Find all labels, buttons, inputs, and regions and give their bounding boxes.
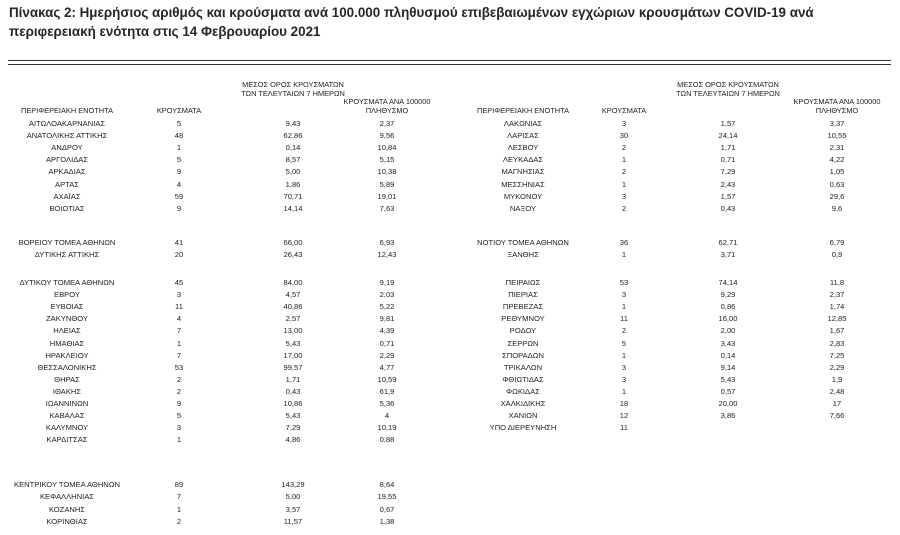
right-table-row (0, 277, 900, 289)
cases-cell: 1 (176, 143, 182, 153)
cases-per-100k-cell: 3,37 (829, 119, 845, 128)
cases-cell: 1 (176, 504, 182, 514)
unit-name-cell: ΤΡΙΚΑΛΩΝ (503, 362, 543, 372)
cases-cell: 7 (176, 492, 182, 502)
cases-cell: 30 (619, 131, 629, 141)
seven-day-avg-cell: 62,71 (718, 238, 738, 247)
cases-cell: 3 (176, 423, 182, 433)
unit-name-cell: ΧΑΝΙΩΝ (508, 411, 538, 421)
unit-name-cell: ΚΕΝΤΡΙΚΟΥ ΤΟΜΕΑ ΑΘΗΝΩΝ (14, 480, 120, 489)
unit-name-cell: ΚΟΖΑΝΗΣ (48, 504, 86, 514)
right-table-row (0, 338, 900, 350)
unit-name-cell: ΚΟΡΙΝΘΙΑΣ (46, 517, 88, 527)
seven-day-avg-cell: 1,71 (720, 143, 736, 153)
unit-name-cell: ΗΛΕΙΑΣ (53, 326, 81, 336)
seven-day-avg-cell: 8,57 (285, 155, 301, 165)
cases-per-100k-cell: 5,36 (379, 399, 395, 408)
seven-day-avg-cell: 0,71 (720, 155, 736, 165)
cases-cell: 5 (621, 338, 627, 348)
cases-per-100k-cell: 17 (832, 399, 842, 408)
cases-per-100k-cell: 10,55 (827, 131, 847, 141)
cases-cell: 2 (176, 386, 182, 396)
cases-cell: 3 (621, 362, 627, 372)
unit-name-cell: ΠΙΕΡΙΑΣ (508, 290, 538, 300)
cases-per-100k-cell: 12,43 (377, 250, 397, 260)
seven-day-avg-cell: 70,71 (283, 191, 303, 201)
seven-day-avg-cell: 2,43 (720, 179, 736, 189)
seven-day-avg-cell: 99,57 (283, 362, 303, 372)
right-table-row (0, 350, 900, 362)
right-table-row (0, 203, 900, 215)
seven-day-avg-cell: 2,00 (720, 326, 736, 336)
cases-per-100k-cell: 2,37 (829, 290, 845, 300)
cases-per-100k-cell: 6,79 (829, 238, 845, 247)
unit-name-cell: ΧΑΛΚΙΔΙΚΗΣ (500, 399, 546, 408)
seven-day-avg-cell: 17,00 (283, 350, 303, 360)
cases-cell: 89 (174, 480, 184, 489)
seven-day-avg-cell: 2,57 (285, 314, 301, 324)
left-table-row (0, 434, 900, 446)
cases-per-100k-cell: 7,25 (829, 350, 845, 360)
unit-name-cell: ΑΡΓΟΛΙΔΑΣ (45, 155, 89, 165)
unit-name-cell: ΘΕΣΣΑΛΟΝΙΚΗΣ (37, 362, 97, 372)
cases-cell: 7 (176, 350, 182, 360)
seven-day-avg-cell: 11,57 (283, 517, 303, 527)
right-table-row (0, 130, 900, 142)
cases-cell: 11 (175, 302, 183, 312)
seven-day-avg-cell: 5,00 (285, 492, 301, 502)
unit-name-cell: ΑΝΑΤΟΛΙΚΗΣ ΑΤΤΙΚΗΣ (26, 131, 108, 141)
unit-name-cell: ΥΠΟ ΔΙΕΡΕΥΝΗΣΗ (489, 423, 557, 433)
cases-per-100k-cell: 4 (384, 411, 390, 421)
seven-day-avg-cell: 0,86 (720, 302, 736, 312)
cases-cell: 1 (621, 350, 627, 360)
unit-name-cell: ΣΠΟΡΑΔΩΝ (502, 350, 544, 360)
seven-day-avg-cell: 13,00 (283, 326, 303, 336)
right-table-row (0, 191, 900, 203)
right-table-row (0, 237, 900, 249)
cases-per-100k-cell: 2,37 (379, 119, 395, 128)
cases-per-100k-cell: 0,63 (829, 179, 845, 189)
cases-cell: 5 (176, 119, 182, 128)
cases-per-100k-cell: 5,89 (379, 179, 395, 189)
unit-name-cell: ΑΝΔΡΟΥ (51, 143, 83, 153)
right-table-row (0, 313, 900, 325)
cases-per-100k-cell: 2,29 (379, 350, 395, 360)
cases-cell: 45 (174, 278, 184, 287)
cases-cell: 53 (174, 362, 184, 372)
unit-name-cell: ΠΕΙΡΑΙΩΣ (505, 278, 541, 287)
right-table-row (0, 398, 900, 410)
seven-day-avg-cell: 62,86 (283, 131, 303, 141)
right-header-avg: ΜΕΣΟΣ ΟΡΟΣ ΚΡΟΥΣΜΑΤΩΝ ΤΩΝ ΤΕΛΕΥΤΑΙΩΝ 7 ΗΜΕΡΩΝ (676, 80, 780, 98)
seven-day-avg-cell: 1,71 (285, 374, 301, 384)
right-table-row (0, 362, 900, 374)
cases-per-100k-cell: 8,64 (379, 480, 395, 489)
left-table-row (0, 516, 900, 528)
unit-name-cell: ΚΑΡΔΙΤΣΑΣ (46, 435, 88, 445)
unit-name-cell: ΛΕΥΚΑΔΑΣ (502, 155, 544, 165)
seven-day-avg-cell: 16,00 (718, 314, 738, 324)
cases-per-100k-cell: 9,19 (379, 278, 395, 287)
cases-per-100k-cell: 4,39 (379, 326, 395, 336)
unit-name-cell: ΞΑΝΘΗΣ (507, 250, 539, 260)
cases-per-100k-cell: 1,74 (829, 302, 845, 312)
cases-cell: 41 (174, 238, 184, 247)
cases-per-100k-cell: 2,03 (379, 290, 395, 300)
unit-name-cell: ΙΘΑΚΗΣ (52, 386, 82, 396)
cases-per-100k-cell: 9,6 (831, 203, 843, 213)
seven-day-avg-cell: 1,86 (285, 179, 301, 189)
seven-day-avg-cell: 0,43 (285, 386, 301, 396)
right-table-row (0, 154, 900, 166)
cases-cell: 48 (174, 131, 184, 141)
seven-day-avg-cell: 7,29 (720, 167, 736, 177)
cases-cell: 2 (621, 167, 627, 177)
unit-name-cell: ΡΕΘΥΜΝΟΥ (501, 314, 545, 324)
cases-cell: 1 (621, 386, 627, 396)
cases-per-100k-cell: 2,31 (829, 143, 845, 153)
cases-per-100k-cell: 1,38 (379, 517, 395, 527)
unit-name-cell: ΒΟΡΕΙΟΥ ΤΟΜΕΑ ΑΘΗΝΩΝ (18, 238, 116, 247)
seven-day-avg-cell: 4,86 (285, 435, 301, 445)
cases-per-100k-cell: 61,9 (379, 386, 395, 396)
unit-name-cell: ΑΡΚΑΔΙΑΣ (48, 167, 86, 177)
unit-name-cell: ΛΕΣΒΟΥ (507, 143, 539, 153)
unit-name-cell: ΚΕΦΑΛΛΗΝΙΑΣ (39, 492, 95, 502)
cases-per-100k-cell: 7,63 (379, 203, 395, 213)
seven-day-avg-cell: 3,86 (720, 411, 736, 421)
unit-name-cell: ΒΟΙΩΤΙΑΣ (49, 203, 85, 213)
unit-name-cell: ΚΑΒΑΛΑΣ (49, 411, 85, 421)
unit-name-cell: ΔΥΤΙΚΗΣ ΑΤΤΙΚΗΣ (34, 250, 100, 260)
cases-cell: 1 (621, 155, 627, 165)
cases-cell: 1 (621, 250, 627, 260)
seven-day-avg-cell: 5,43 (720, 374, 736, 384)
cases-per-100k-cell: 0,71 (379, 338, 395, 348)
cases-cell: 1 (621, 302, 627, 312)
unit-name-cell: ΜΕΣΣΗΝΙΑΣ (501, 179, 545, 189)
cases-per-100k-cell: 10,38 (377, 167, 397, 177)
right-table-row (0, 249, 900, 261)
unit-name-cell: ΛΑΚΩΝΙΑΣ (503, 119, 543, 128)
unit-name-cell: ΛΑΡΙΣΑΣ (507, 131, 539, 141)
cases-cell: 4 (176, 179, 182, 189)
right-table-row (0, 289, 900, 301)
unit-name-cell: ΚΑΛΥΜΝΟΥ (45, 423, 89, 433)
left-header-per100k: ΚΡΟΥΣΜΑΤΑ ΑΝΑ 100000 ΠΛΗΘΥΣΜΟ (343, 97, 431, 115)
left-table-row (0, 504, 900, 516)
cases-cell: 59 (174, 191, 184, 201)
cases-cell: 9 (176, 167, 182, 177)
unit-name-cell: ΙΩΑΝΝΙΝΩΝ (45, 399, 89, 408)
cases-cell: 5 (176, 155, 182, 165)
seven-day-avg-cell: 9,43 (285, 119, 301, 128)
unit-name-cell: ΘΗΡΑΣ (54, 374, 80, 384)
seven-day-avg-cell: 3,43 (720, 338, 736, 348)
cases-per-100k-cell: 0,67 (379, 504, 395, 514)
seven-day-avg-cell: 0,43 (720, 203, 736, 213)
unit-name-cell: ΜΑΓΝΗΣΙΑΣ (501, 167, 545, 177)
seven-day-avg-cell: 10,86 (283, 399, 303, 408)
unit-name-cell: ΦΘΙΩΤΙΔΑΣ (502, 374, 544, 384)
cases-per-100k-cell: 2,48 (829, 386, 845, 396)
cases-cell: 3 (621, 290, 627, 300)
cases-per-100k-cell: 4,77 (379, 362, 395, 372)
cases-cell: 11 (620, 314, 628, 324)
cases-per-100k-cell: 7,66 (829, 411, 845, 421)
unit-name-cell: ΗΡΑΚΛΕΙΟΥ (45, 350, 89, 360)
right-table-row (0, 166, 900, 178)
left-header-unit: ΠΕΡΙΦΕΡΕΙΑΚΗ ΕΝΟΤΗΤΑ (21, 106, 113, 115)
cases-per-100k-cell: 1,9 (831, 374, 843, 384)
cases-per-100k-cell: 0,9 (831, 250, 843, 260)
cases-per-100k-cell: 6,93 (379, 238, 395, 247)
unit-name-cell: ΖΑΚΥΝΘΟΥ (46, 314, 88, 324)
right-header-cases: ΚΡΟΥΣΜΑΤΑ (601, 106, 647, 115)
cases-cell: 3 (176, 290, 182, 300)
cases-cell: 20 (174, 250, 184, 260)
cases-cell: 1 (176, 338, 182, 348)
cases-per-100k-cell: 29,6 (829, 191, 845, 201)
right-table-row (0, 179, 900, 191)
right-table-row (0, 118, 900, 130)
unit-name-cell: ΑΧΑΪΑΣ (53, 191, 81, 201)
right-table-row (0, 386, 900, 398)
cases-per-100k-cell: 5,15 (379, 155, 395, 165)
cases-per-100k-cell: 9,81 (379, 314, 395, 324)
cases-cell: 11 (620, 423, 628, 433)
cases-per-100k-cell: 2,29 (829, 362, 845, 372)
cases-per-100k-cell: 10,59 (377, 374, 397, 384)
seven-day-avg-cell: 14,14 (283, 203, 303, 213)
seven-day-avg-cell: 4,57 (285, 290, 301, 300)
seven-day-avg-cell: 7,29 (285, 423, 301, 433)
right-table-row (0, 422, 900, 434)
seven-day-avg-cell: 84,00 (283, 278, 303, 287)
seven-day-avg-cell: 5,00 (285, 167, 301, 177)
cases-per-100k-cell: 1,67 (829, 326, 845, 336)
cases-cell: 2 (621, 326, 627, 336)
unit-name-cell: ΣΕΡΡΩΝ (507, 338, 539, 348)
seven-day-avg-cell: 5,43 (285, 411, 301, 421)
cases-per-100k-cell: 9,56 (379, 131, 395, 141)
seven-day-avg-cell: 3,71 (720, 250, 736, 260)
right-table-row (0, 410, 900, 422)
cases-per-100k-cell: 10,19 (377, 423, 397, 433)
seven-day-avg-cell: 0,14 (285, 143, 301, 153)
seven-day-avg-cell: 20,00 (718, 399, 738, 408)
unit-name-cell: ΑΙΤΩΛΟΑΚΑΡΝΑΝΙΑΣ (28, 119, 106, 128)
unit-name-cell: ΗΜΑΘΙΑΣ (49, 338, 85, 348)
cases-cell: 3 (621, 374, 627, 384)
cases-cell: 2 (176, 517, 182, 527)
cases-cell: 2 (621, 143, 627, 153)
left-table-row (0, 479, 900, 491)
seven-day-avg-cell: 1,57 (720, 191, 736, 201)
seven-day-avg-cell: 9,29 (720, 290, 736, 300)
cases-cell: 5 (176, 411, 182, 421)
right-table-row (0, 325, 900, 337)
left-table-row (0, 491, 900, 503)
cases-cell: 18 (619, 399, 629, 408)
seven-day-avg-cell: 9,14 (720, 362, 736, 372)
cases-per-100k-cell: 11,8 (829, 278, 845, 287)
cases-cell: 12 (619, 411, 629, 421)
cases-cell: 1 (176, 435, 182, 445)
cases-cell: 4 (176, 314, 182, 324)
cases-cell: 7 (176, 326, 182, 336)
cases-per-100k-cell: 5,22 (379, 302, 395, 312)
unit-name-cell: ΕΥΒΟΙΑΣ (50, 302, 84, 312)
unit-name-cell: ΝΑΞΟΥ (509, 203, 537, 213)
seven-day-avg-cell: 24,14 (718, 131, 738, 141)
right-table-row (0, 142, 900, 154)
cases-per-100k-cell: 0,88 (379, 435, 395, 445)
unit-name-cell: ΜΥΚΟΝΟΥ (503, 191, 543, 201)
seven-day-avg-cell: 0,14 (720, 350, 736, 360)
seven-day-avg-cell: 26,43 (283, 250, 303, 260)
cases-cell: 3 (621, 119, 627, 128)
header-rule-top (8, 60, 891, 61)
header-rule-bottom (8, 64, 891, 65)
unit-name-cell: ΑΡΤΑΣ (55, 179, 79, 189)
cases-per-100k-cell: 1,05 (829, 167, 845, 177)
seven-day-avg-cell: 40,86 (283, 302, 303, 312)
cases-cell: 2 (176, 374, 182, 384)
right-header-unit: ΠΕΡΙΦΕΡΕΙΑΚΗ ΕΝΟΤΗΤΑ (477, 106, 569, 115)
cases-cell: 36 (619, 238, 629, 247)
unit-name-cell: ΔΥΤΙΚΟΥ ΤΟΜΕΑ ΑΘΗΝΩΝ (19, 278, 115, 287)
right-table-row (0, 374, 900, 386)
right-table-row (0, 301, 900, 313)
unit-name-cell: ΕΒΡΟΥ (54, 290, 80, 300)
unit-name-cell: ΡΟΔΟΥ (509, 326, 537, 336)
cases-cell: 2 (621, 203, 627, 213)
cases-per-100k-cell: 2,83 (829, 338, 845, 348)
seven-day-avg-cell: 3,57 (285, 504, 301, 514)
cases-per-100k-cell: 4,22 (829, 155, 845, 165)
cases-cell: 3 (621, 191, 627, 201)
unit-name-cell: ΦΩΚΙΔΑΣ (506, 386, 540, 396)
seven-day-avg-cell: 5,43 (285, 338, 301, 348)
seven-day-avg-cell: 1,57 (720, 119, 736, 128)
cases-cell: 53 (619, 278, 629, 287)
seven-day-avg-cell: 0,57 (720, 386, 736, 396)
seven-day-avg-cell: 66,00 (283, 238, 303, 247)
cases-per-100k-cell: 10,84 (377, 143, 397, 153)
unit-name-cell: ΝΟΤΙΟΥ ΤΟΜΕΑ ΑΘΗΝΩΝ (477, 238, 569, 247)
cases-per-100k-cell: 19,55 (377, 492, 397, 502)
cases-per-100k-cell: 19,01 (377, 191, 397, 201)
cases-per-100k-cell: 12,85 (827, 314, 847, 324)
cases-cell: 1 (621, 179, 627, 189)
seven-day-avg-cell: 143,29 (281, 480, 305, 489)
left-header-cases: ΚΡΟΥΣΜΑΤΑ (156, 106, 202, 115)
cases-cell: 9 (176, 399, 182, 408)
table-caption: Πίνακας 2: Ημερήσιος αριθμός και κρούσματα ανά 100.000 πληθυσμού επιβεβαιωμένων εγχώριων κρουσμάτων COVID-19 ανά περιφερειακή ενότητα στις 14 Φεβρουαρίου 2021 (9, 5, 814, 39)
right-header-per100k: ΚΡΟΥΣΜΑΤΑ ΑΝΑ 100000 ΠΛΗΘΥΣΜΟ (793, 97, 881, 115)
unit-name-cell: ΠΡΕΒΕΖΑΣ (502, 302, 544, 312)
seven-day-avg-cell: 74,14 (718, 278, 738, 287)
left-header-avg: ΜΕΣΟΣ ΟΡΟΣ ΚΡΟΥΣΜΑΤΩΝ ΤΩΝ ΤΕΛΕΥΤΑΙΩΝ 7 ΗΜΕΡΩΝ (241, 80, 345, 98)
cases-cell: 9 (176, 203, 182, 213)
